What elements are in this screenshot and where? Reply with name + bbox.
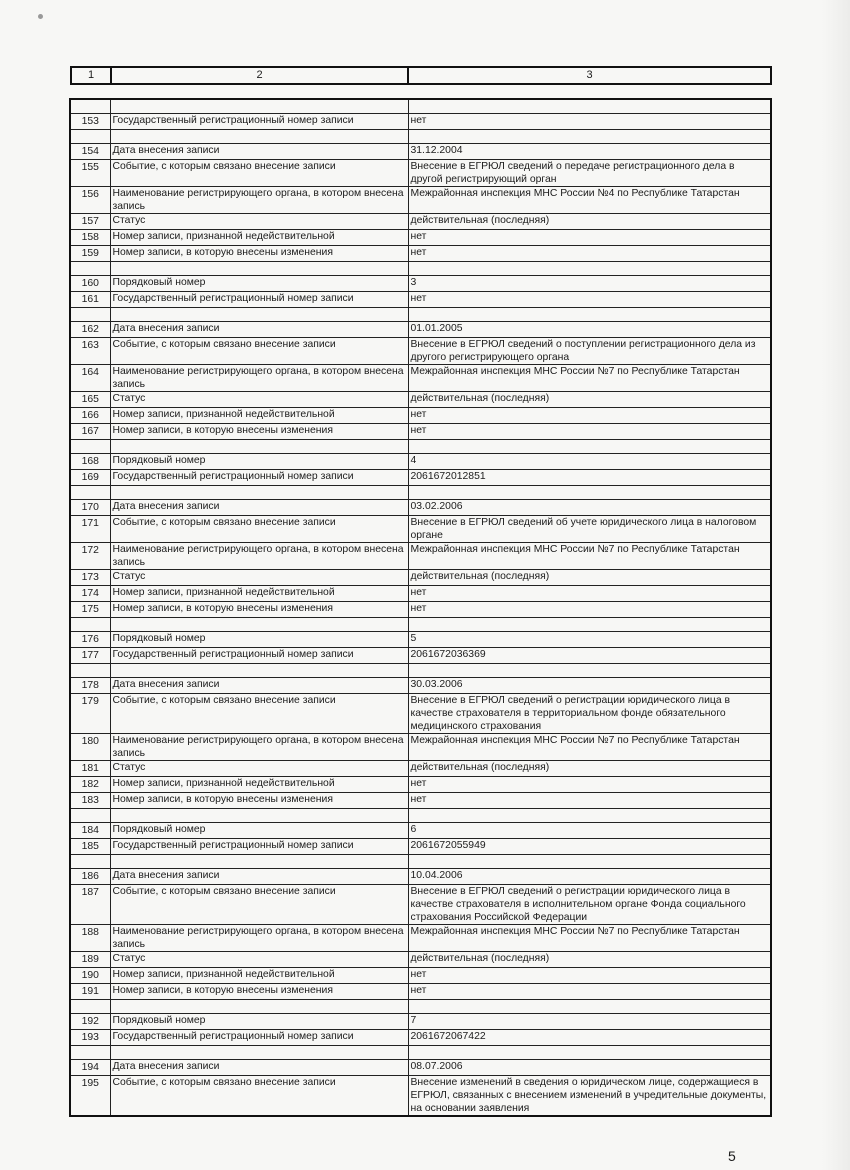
row-number-cell	[70, 130, 110, 144]
row-value-cell: 2061672067422	[408, 1030, 771, 1046]
row-label-cell: Номер записи, в которую внесены изменения	[110, 246, 408, 262]
row-value-cell: Межрайонная инспекция МНС России №7 по Республике Татарстан	[408, 543, 771, 570]
row-value-cell: Внесение в ЕГРЮЛ сведений о регистрации юридического лица в качестве страхователя в территориальном фонде обязательного медицинского страхования	[408, 694, 771, 734]
table-row	[70, 869, 771, 885]
column-header-1: 1	[71, 67, 111, 84]
row-value-cell	[408, 130, 771, 144]
table-row	[70, 454, 771, 470]
row-value-cell: 7	[408, 1014, 771, 1030]
row-value-cell: Межрайонная инспекция МНС России №7 по Республике Татарстан	[408, 925, 771, 952]
table-row	[70, 276, 771, 292]
row-label-cell: Событие, с которым связано внесение записи	[110, 694, 408, 734]
row-number-cell: 161	[70, 292, 110, 308]
row-number-cell: 179	[70, 694, 110, 734]
row-value-cell	[408, 1000, 771, 1014]
row-label-cell	[110, 262, 408, 276]
row-label-cell: Государственный регистрационный номер записи	[110, 470, 408, 486]
row-number-cell: 191	[70, 984, 110, 1000]
row-number-cell: 184	[70, 823, 110, 839]
row-label-cell: Порядковый номер	[110, 454, 408, 470]
row-value-cell: 3	[408, 276, 771, 292]
row-value-cell: 2061672036369	[408, 648, 771, 664]
row-value-cell	[408, 308, 771, 322]
table-row	[70, 968, 771, 984]
table-row	[70, 586, 771, 602]
row-value-cell: действительная (последняя)	[408, 392, 771, 408]
row-value-cell: Внесение в ЕГРЮЛ сведений о поступлении регистрационного дела из другого регистрирующего органа	[408, 338, 771, 365]
table-row	[70, 365, 771, 392]
row-number-cell: 154	[70, 144, 110, 160]
table-row	[70, 214, 771, 230]
table-row	[70, 694, 771, 734]
row-number-cell: 168	[70, 454, 110, 470]
table-row	[70, 246, 771, 262]
row-label-cell: Наименование регистрирующего органа, в котором внесена запись	[110, 187, 408, 214]
table-spacer-row	[70, 440, 771, 454]
row-label-cell: Порядковый номер	[110, 823, 408, 839]
column-header-3: 3	[408, 67, 771, 84]
row-value-cell: нет	[408, 984, 771, 1000]
row-label-cell	[110, 809, 408, 823]
row-value-cell: Внесение в ЕГРЮЛ сведений о передаче регистрационного дела в другой регистрирующий орган	[408, 160, 771, 187]
table-row	[70, 1030, 771, 1046]
table-row	[70, 602, 771, 618]
row-value-cell	[408, 664, 771, 678]
table-row	[70, 144, 771, 160]
row-label-cell: Номер записи, признанной недействительной	[110, 230, 408, 246]
row-value-cell: 5	[408, 632, 771, 648]
row-value-cell	[408, 262, 771, 276]
row-number-cell: 159	[70, 246, 110, 262]
row-label-cell: Государственный регистрационный номер записи	[110, 648, 408, 664]
row-number-cell: 193	[70, 1030, 110, 1046]
row-number-cell: 189	[70, 952, 110, 968]
table-row	[70, 470, 771, 486]
row-number-cell: 192	[70, 1014, 110, 1030]
row-number-cell: 173	[70, 570, 110, 586]
table-row	[70, 984, 771, 1000]
row-label-cell	[110, 308, 408, 322]
row-label-cell: Событие, с которым связано внесение записи	[110, 516, 408, 543]
row-value-cell: нет	[408, 408, 771, 424]
row-value-cell: Внесение в ЕГРЮЛ сведений об учете юридического лица в налоговом органе	[408, 516, 771, 543]
row-number-cell: 182	[70, 777, 110, 793]
row-number-cell	[70, 664, 110, 678]
row-value-cell: Внесение изменений в сведения о юридическом лице, содержащиеся в ЕГРЮЛ, связанных с внесением изменений в учредительные документы, на основании заявления	[408, 1076, 771, 1117]
row-label-cell: Номер записи, признанной недействительной	[110, 586, 408, 602]
row-label-cell	[110, 664, 408, 678]
row-value-cell: нет	[408, 602, 771, 618]
table-row	[70, 1076, 771, 1117]
row-label-cell: Государственный регистрационный номер записи	[110, 292, 408, 308]
row-value-cell: Межрайонная инспекция МНС России №7 по Республике Татарстан	[408, 365, 771, 392]
table-spacer-row	[70, 486, 771, 500]
row-value-cell: Межрайонная инспекция МНС России №7 по Республике Татарстан	[408, 734, 771, 761]
row-number-cell: 183	[70, 793, 110, 809]
row-label-cell	[110, 440, 408, 454]
row-label-cell: Дата внесения записи	[110, 500, 408, 516]
row-value-cell: 03.02.2006	[408, 500, 771, 516]
row-value-cell: 08.07.2006	[408, 1060, 771, 1076]
table-row	[70, 322, 771, 338]
row-number-cell: 180	[70, 734, 110, 761]
row-label-cell: Государственный регистрационный номер записи	[110, 839, 408, 855]
table-row	[70, 424, 771, 440]
row-value-cell	[408, 440, 771, 454]
row-label-cell: Наименование регистрирующего органа, в котором внесена запись	[110, 734, 408, 761]
row-value-cell: нет	[408, 968, 771, 984]
row-value-cell: 31.12.2004	[408, 144, 771, 160]
table-row	[70, 734, 771, 761]
table-spacer-row	[70, 664, 771, 678]
table-row	[70, 632, 771, 648]
row-number-cell: 175	[70, 602, 110, 618]
row-number-cell: 185	[70, 839, 110, 855]
page-number: 5	[728, 1148, 736, 1164]
row-label-cell	[110, 486, 408, 500]
row-label-cell: Наименование регистрирующего органа, в котором внесена запись	[110, 365, 408, 392]
row-value-cell: нет	[408, 114, 771, 130]
row-number-cell	[70, 618, 110, 632]
table-row	[70, 408, 771, 424]
table-row	[70, 1060, 771, 1076]
row-value-cell	[408, 809, 771, 823]
table-row	[70, 114, 771, 130]
row-label-cell: Событие, с которым связано внесение записи	[110, 160, 408, 187]
row-value-cell: нет	[408, 292, 771, 308]
row-label-cell: Дата внесения записи	[110, 678, 408, 694]
row-value-cell: 01.01.2005	[408, 322, 771, 338]
row-label-cell: Статус	[110, 392, 408, 408]
table-spacer-row	[70, 855, 771, 869]
table-spacer-row	[70, 1000, 771, 1014]
table-row	[70, 570, 771, 586]
row-value-cell: нет	[408, 777, 771, 793]
row-value-cell: действительная (последняя)	[408, 952, 771, 968]
row-number-cell: 194	[70, 1060, 110, 1076]
scan-page-edge	[822, 0, 850, 1170]
table-row	[70, 925, 771, 952]
column-header-table	[70, 66, 772, 85]
table-row	[70, 777, 771, 793]
row-label-cell	[110, 618, 408, 632]
row-value-cell: нет	[408, 230, 771, 246]
row-value-cell	[408, 99, 771, 114]
row-number-cell: 166	[70, 408, 110, 424]
row-label-cell	[110, 855, 408, 869]
row-value-cell	[408, 1046, 771, 1060]
table-row	[70, 793, 771, 809]
row-value-cell: действительная (последняя)	[408, 570, 771, 586]
row-value-cell: действительная (последняя)	[408, 761, 771, 777]
row-label-cell: Государственный регистрационный номер записи	[110, 1030, 408, 1046]
row-number-cell	[70, 262, 110, 276]
row-label-cell: Наименование регистрирующего органа, в котором внесена запись	[110, 543, 408, 570]
row-number-cell: 153	[70, 114, 110, 130]
row-label-cell: Событие, с которым связано внесение записи	[110, 885, 408, 925]
row-number-cell: 177	[70, 648, 110, 664]
table-row	[70, 500, 771, 516]
table-spacer-row	[70, 1046, 771, 1060]
table-row	[70, 648, 771, 664]
row-label-cell	[110, 1046, 408, 1060]
row-number-cell	[70, 440, 110, 454]
row-label-cell	[110, 1000, 408, 1014]
table-spacer-row	[70, 130, 771, 144]
row-label-cell: Номер записи, признанной недействительной	[110, 408, 408, 424]
row-value-cell	[408, 486, 771, 500]
row-label-cell	[110, 99, 408, 114]
row-number-cell: 170	[70, 500, 110, 516]
row-label-cell: Статус	[110, 214, 408, 230]
row-label-cell: Статус	[110, 952, 408, 968]
row-number-cell: 169	[70, 470, 110, 486]
row-label-cell: Порядковый номер	[110, 1014, 408, 1030]
table-row	[70, 338, 771, 365]
row-value-cell: нет	[408, 424, 771, 440]
row-number-cell: 190	[70, 968, 110, 984]
table-row	[70, 678, 771, 694]
table-row	[70, 761, 771, 777]
row-number-cell: 163	[70, 338, 110, 365]
row-number-cell: 174	[70, 586, 110, 602]
row-value-cell: Межрайонная инспекция МНС России №4 по Республике Татарстан	[408, 187, 771, 214]
table-spacer-row	[70, 308, 771, 322]
row-number-cell: 158	[70, 230, 110, 246]
row-number-cell: 188	[70, 925, 110, 952]
row-number-cell	[70, 809, 110, 823]
row-label-cell: Номер записи, признанной недействительной	[110, 968, 408, 984]
row-value-cell	[408, 855, 771, 869]
row-value-cell: 4	[408, 454, 771, 470]
row-number-cell: 186	[70, 869, 110, 885]
row-value-cell: 2061672055949	[408, 839, 771, 855]
row-number-cell: 157	[70, 214, 110, 230]
row-value-cell: действительная (последняя)	[408, 214, 771, 230]
row-number-cell: 187	[70, 885, 110, 925]
scan-speck	[38, 14, 43, 19]
row-number-cell: 156	[70, 187, 110, 214]
row-number-cell: 165	[70, 392, 110, 408]
row-value-cell: нет	[408, 586, 771, 602]
row-value-cell: 10.04.2006	[408, 869, 771, 885]
table-spacer-row	[70, 618, 771, 632]
row-label-cell: Номер записи, в которую внесены изменения	[110, 984, 408, 1000]
row-value-cell: нет	[408, 246, 771, 262]
row-number-cell	[70, 486, 110, 500]
row-label-cell: Номер записи, в которую внесены изменения	[110, 424, 408, 440]
table-row	[70, 543, 771, 570]
table-row	[70, 839, 771, 855]
table-row	[70, 392, 771, 408]
table-row	[70, 516, 771, 543]
row-label-cell: Наименование регистрирующего органа, в котором внесена запись	[110, 925, 408, 952]
table-row	[70, 230, 771, 246]
row-label-cell: Порядковый номер	[110, 276, 408, 292]
table-spacer-row	[70, 262, 771, 276]
row-number-cell: 167	[70, 424, 110, 440]
row-number-cell: 176	[70, 632, 110, 648]
row-number-cell: 155	[70, 160, 110, 187]
row-label-cell: Статус	[110, 570, 408, 586]
row-number-cell	[70, 855, 110, 869]
row-number-cell: 195	[70, 1076, 110, 1117]
column-header-2: 2	[111, 67, 408, 84]
row-number-cell	[70, 1046, 110, 1060]
row-label-cell: Номер записи, в которую внесены изменения	[110, 602, 408, 618]
row-label-cell: Дата внесения записи	[110, 322, 408, 338]
row-number-cell: 164	[70, 365, 110, 392]
row-value-cell	[408, 618, 771, 632]
row-value-cell: 30.03.2006	[408, 678, 771, 694]
row-number-cell	[70, 1000, 110, 1014]
table-row	[70, 292, 771, 308]
table-row	[70, 952, 771, 968]
row-label-cell: Дата внесения записи	[110, 144, 408, 160]
registry-records-table	[69, 98, 772, 1117]
row-label-cell: Событие, с которым связано внесение записи	[110, 1076, 408, 1117]
row-number-cell: 160	[70, 276, 110, 292]
table-row	[70, 823, 771, 839]
table-spacer-row	[70, 99, 771, 114]
table-row	[70, 885, 771, 925]
row-value-cell: 6	[408, 823, 771, 839]
row-label-cell: Статус	[110, 761, 408, 777]
row-label-cell: Государственный регистрационный номер записи	[110, 114, 408, 130]
row-number-cell: 172	[70, 543, 110, 570]
row-value-cell: Внесение в ЕГРЮЛ сведений о регистрации юридического лица в качестве страхователя в исполнительном органе Фонда социального страхования Российской Федерации	[408, 885, 771, 925]
row-number-cell: 171	[70, 516, 110, 543]
row-label-cell: Событие, с которым связано внесение записи	[110, 338, 408, 365]
row-number-cell: 162	[70, 322, 110, 338]
row-label-cell: Номер записи, в которую внесены изменения	[110, 793, 408, 809]
table-row	[70, 1014, 771, 1030]
table-spacer-row	[70, 809, 771, 823]
row-label-cell: Дата внесения записи	[110, 869, 408, 885]
row-number-cell	[70, 308, 110, 322]
row-label-cell: Номер записи, признанной недействительной	[110, 777, 408, 793]
table-row	[70, 187, 771, 214]
row-number-cell: 178	[70, 678, 110, 694]
row-number-cell: 181	[70, 761, 110, 777]
row-value-cell: нет	[408, 793, 771, 809]
table-row	[70, 160, 771, 187]
row-label-cell: Дата внесения записи	[110, 1060, 408, 1076]
row-value-cell: 2061672012851	[408, 470, 771, 486]
row-label-cell: Порядковый номер	[110, 632, 408, 648]
row-label-cell	[110, 130, 408, 144]
row-number-cell	[70, 99, 110, 114]
